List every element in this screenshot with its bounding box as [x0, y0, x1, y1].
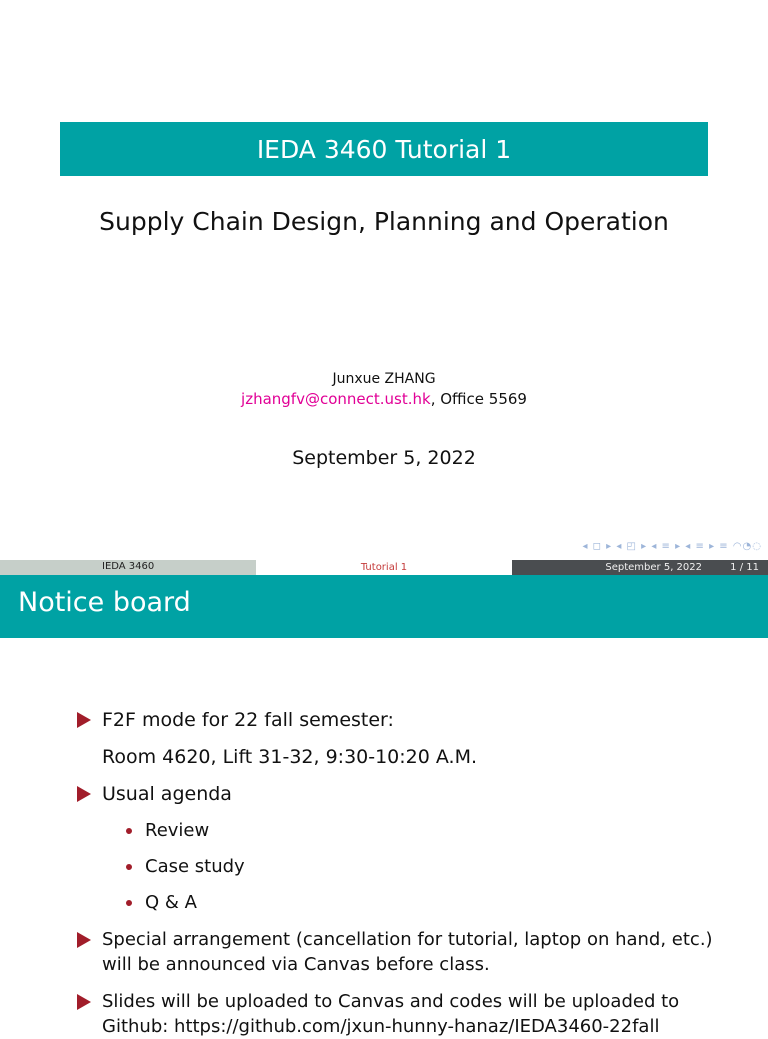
footer-course: IEDA 3460: [102, 561, 155, 572]
footer-left-panel: [0, 560, 256, 575]
list-item: Usual agenda: [102, 783, 232, 805]
bullet-dot-icon: [126, 900, 132, 906]
contact-line: [0, 390, 768, 408]
sub-list-item: Review: [145, 820, 210, 841]
bullet-triangle-icon: [77, 994, 91, 1010]
list-item-continuation: will be announced via Canvas before class.: [102, 954, 490, 975]
bullet-dot-icon: [126, 828, 132, 834]
bullet-triangle-icon: [77, 932, 91, 948]
footer-right-panel: [512, 560, 768, 575]
frame-title: Notice board: [18, 587, 191, 618]
sub-list-item: Case study: [145, 856, 245, 877]
slide-title: IEDA 3460 Tutorial 1: [256, 134, 512, 164]
list-item: F2F mode for 22 fall semester:: [102, 709, 394, 731]
author-name: Junxue ZHANG: [332, 371, 436, 387]
slide-footer: [0, 560, 768, 575]
list-item-continuation: Github: https://github.com/jxun-hunny-hanaz/IEDA3460-22fall: [102, 1016, 660, 1037]
footer-tutorial: Tutorial 1: [360, 562, 408, 573]
footer-page-number: 1 / 11: [730, 562, 759, 573]
list-item-continuation: Room 4620, Lift 31-32, 9:30-10:20 A.M.: [102, 746, 478, 768]
list-item: Special arrangement (cancellation for tutorial, laptop on hand, etc.): [102, 929, 713, 950]
slide-subtitle: Supply Chain Design, Planning and Operation: [99, 207, 669, 236]
bullet-dot-icon: [126, 864, 132, 870]
presentation-date: September 5, 2022: [292, 447, 476, 469]
footer-date: September 5, 2022: [605, 562, 702, 573]
frame-title-bar: [0, 575, 768, 638]
title-banner: [60, 122, 708, 176]
office-text: , Office 5569: [430, 390, 527, 408]
email-link[interactable]: jzhangfv@connect.ust.hk: [241, 390, 431, 408]
bullet-triangle-icon: [77, 712, 91, 728]
beamer-navigation-icons[interactable]: ◂ ◻ ▸ ◂ ◰ ▸ ◂ ≡ ▸ ◂ ≡ ▸ ≡ ◠◔◌: [582, 541, 762, 552]
list-item: Slides will be uploaded to Canvas and codes will be uploaded to: [102, 991, 680, 1012]
footer-center-panel: [256, 560, 512, 575]
sub-list-item: Q & A: [145, 892, 197, 913]
bullet-triangle-icon: [77, 786, 91, 802]
